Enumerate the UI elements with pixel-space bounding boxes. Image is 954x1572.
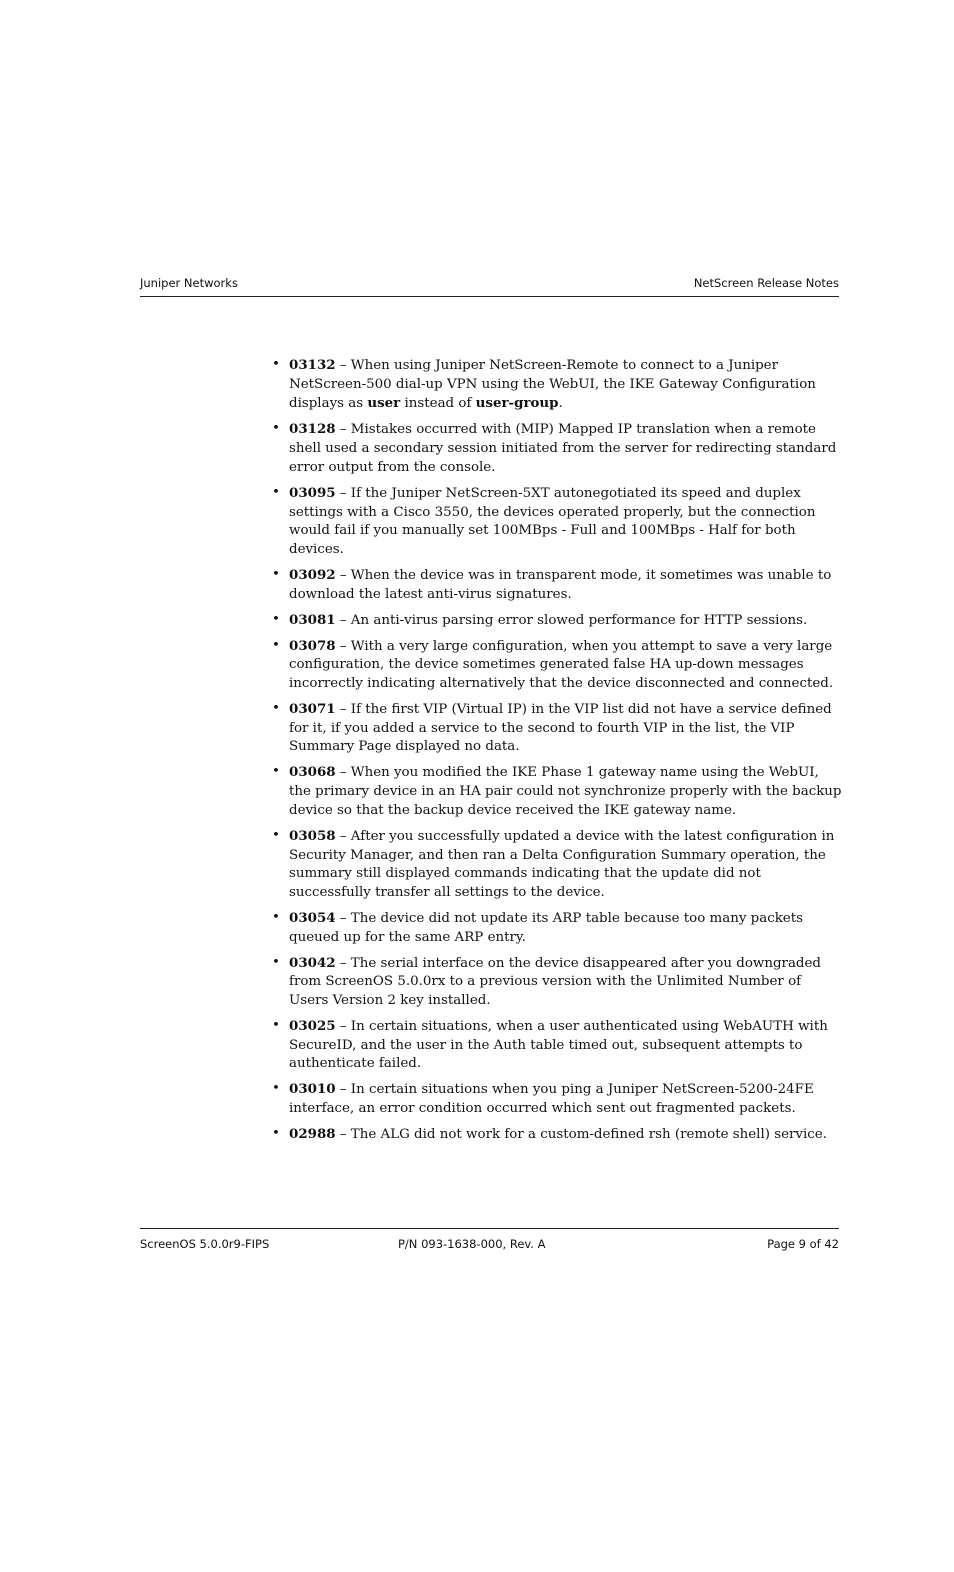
- list-item: [272, 611, 842, 631]
- issue-text: – If the first VIP (Virtual IP) in the VIP list did not have a service defined for it, if you added a service to the second to fourth VIP in the list, the VIP Summary Page displayed no data.: [289, 702, 832, 755]
- issue-text: – When using Juniper NetScreen-Remote to connect to a Juniper NetScreen-500 dial-up VPN using the WebUI, the IKE Gateway Configuration displays as: [289, 358, 816, 412]
- bullet-icon: •: [272, 954, 280, 970]
- bullet-icon: •: [272, 484, 280, 500]
- issue-text-mid: instead of: [400, 396, 476, 412]
- list-item: [272, 356, 842, 414]
- issue-text: – Mistakes occurred with (MIP) Mapped IP translation when a remote shell used a secondary session initiated from the server for redirecting standard error output from the console.: [289, 422, 837, 475]
- list-item: [272, 484, 842, 560]
- issue-text: – The device did not update its ARP table because too many packets queued up for the same ARP entry.: [289, 910, 803, 945]
- list-item: [272, 566, 842, 604]
- issue-text: – When the device was in transparent mode, it sometimes was unable to download the latest anti-virus signatures.: [289, 567, 832, 602]
- bullet-icon: •: [272, 1126, 280, 1142]
- issue-text: – In certain situations when you ping a Juniper NetScreen-5200-24FE interface, an error condition occurred which sent out fragmented packets.: [289, 1082, 814, 1117]
- issue-text: – The serial interface on the device disappeared after you downgraded from ScreenOS 5.0.0rx to a previous version with the Unlimited Number of Users Version 2 key installed.: [289, 955, 821, 1009]
- issue-id: 03010: [289, 1081, 336, 1098]
- issue-id: 03095: [289, 484, 336, 501]
- issue-text: – When you modified the IKE Phase 1 gateway name using the WebUI, the primary device in an HA pair could not synchronize properly with the backup device so that the backup device received the IKE gateway name.: [289, 765, 842, 818]
- issue-id: 03058: [289, 827, 336, 844]
- list-item: [272, 700, 842, 757]
- list-item: [272, 909, 842, 947]
- bullet-icon: •: [272, 764, 280, 780]
- issue-text-end: .: [558, 396, 563, 412]
- keyword-user: user: [367, 395, 401, 412]
- bullet-icon: •: [272, 909, 280, 925]
- issue-id: 03025: [289, 1018, 336, 1035]
- issue-id: 03071: [289, 701, 336, 718]
- bullet-icon: •: [272, 357, 280, 372]
- issue-id: 03042: [289, 954, 336, 971]
- keyword-user-group: user-group: [475, 395, 559, 412]
- bullet-icon: •: [272, 637, 280, 653]
- list-item: [272, 827, 842, 903]
- list-item: [272, 1017, 842, 1074]
- list-item: [272, 637, 842, 694]
- header-doc-title: NetScreen Release Notes: [693, 276, 839, 290]
- bullet-icon: •: [272, 1081, 280, 1097]
- header-company: Juniper Networks: [140, 276, 238, 290]
- page-header: [140, 276, 839, 297]
- bullet-icon: •: [272, 566, 280, 582]
- fixed-issues-list: [272, 356, 842, 1151]
- footer-product-version: ScreenOS 5.0.0r9-FIPS: [140, 1237, 270, 1251]
- issue-id: 03132: [289, 357, 336, 373]
- issue-id: 03068: [289, 764, 336, 781]
- list-item: [272, 763, 842, 820]
- list-item: [272, 954, 842, 1011]
- footer-page-number: Page 9 of 42: [767, 1237, 839, 1251]
- issue-text: – An anti-virus parsing error slowed performance for HTTP sessions.: [335, 612, 808, 628]
- bullet-icon: •: [272, 611, 280, 627]
- issue-text: – After you successfully updated a device with the latest configuration in Security Manager, and then ran a Delta Configuration Summary operation, the summary still displayed commands indicating that the update did not successfully transfer all settings to the device.: [289, 828, 835, 900]
- bullet-icon: •: [272, 827, 280, 843]
- issue-text: – In certain situations, when a user authenticated using WebAUTH with SecureID, and the user in the Auth table timed out, subsequent attempts to authenticate failed.: [289, 1019, 828, 1072]
- bullet-icon: •: [272, 701, 280, 717]
- issue-id: 03078: [289, 637, 336, 654]
- issue-text: – The ALG did not work for a custom-defined rsh (remote shell) service.: [335, 1127, 827, 1143]
- issue-id: 02988: [289, 1126, 336, 1143]
- bullet-icon: •: [272, 421, 280, 437]
- bullet-icon: •: [272, 1018, 280, 1034]
- issue-id: 03081: [289, 611, 336, 628]
- list-item: [272, 420, 842, 477]
- issue-text: – If the Juniper NetScreen-5XT autonegotiated its speed and duplex settings with a Cisco 3550, the devices operated properly, but the connection would fail if you manually set 100MBps - Full and 100MBps - Half for both devices.: [289, 485, 816, 557]
- footer-part-number: P/N 093-1638-000, Rev. A: [398, 1237, 546, 1251]
- page-footer: [140, 1228, 839, 1255]
- list-item: [272, 1125, 842, 1145]
- issue-id: 03128: [289, 421, 336, 438]
- issue-id: 03054: [289, 909, 336, 926]
- issue-id: 03092: [289, 566, 336, 583]
- issue-text: – With a very large configuration, when you attempt to save a very large configuration, the device sometimes generated false HA up-down messages incorrectly indicating alternatively that the device disconnected and connected.: [289, 638, 834, 692]
- list-item: [272, 1080, 842, 1118]
